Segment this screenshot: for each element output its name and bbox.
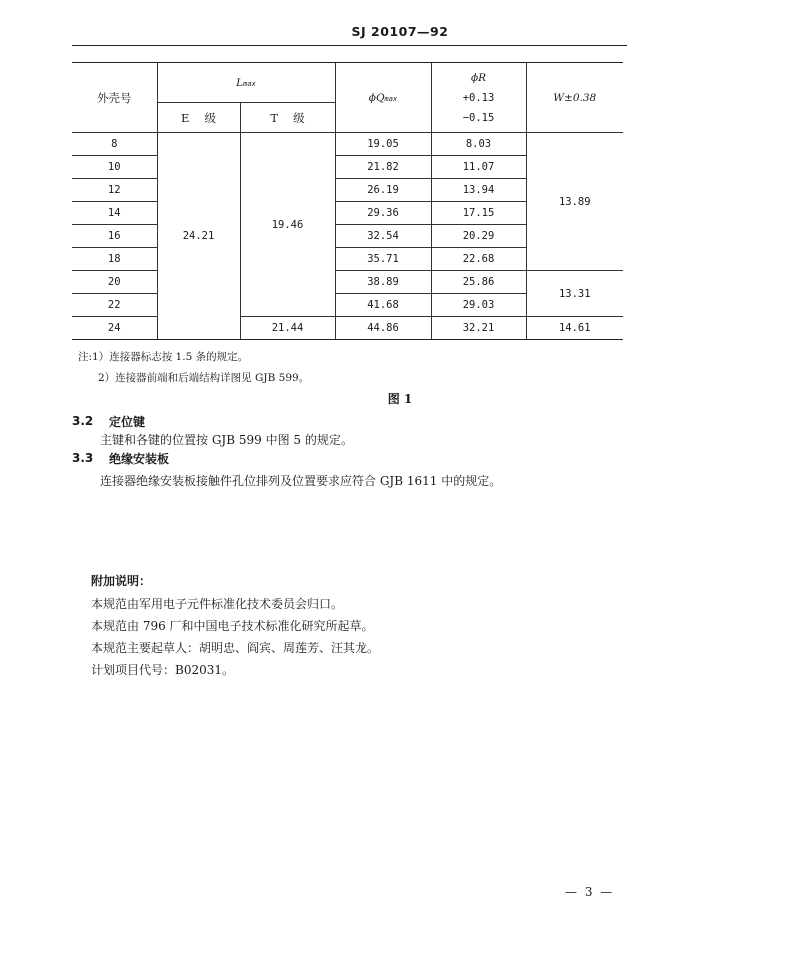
cell-q: 21.82 <box>335 156 431 179</box>
section-number-3-3: 3.3 <box>72 451 94 465</box>
header-shell-number: 外壳号 <box>72 63 157 133</box>
cell-r: 20.29 <box>431 225 526 248</box>
table-row <box>72 271 623 294</box>
table-row <box>72 133 623 156</box>
header-r <box>431 63 526 133</box>
r-tol-plus: +0.13 <box>462 91 495 104</box>
cell-shell: 12 <box>72 179 157 202</box>
additional-line: 计划项目代号：B02031。 <box>91 663 234 677</box>
figure-caption: 图 1 <box>387 392 413 406</box>
cell-q: 29.36 <box>335 202 431 225</box>
cell-l-e-group: 24.21 <box>157 133 240 340</box>
cell-l-t-group-1: 19.46 <box>240 133 335 317</box>
cell-shell: 16 <box>72 225 157 248</box>
cell-shell: 24 <box>72 317 157 340</box>
cell-w-group-2: 13.31 <box>526 271 623 317</box>
additional-heading: 附加说明： <box>91 574 152 588</box>
table-row <box>72 317 623 340</box>
cell-q: 32.54 <box>335 225 431 248</box>
standard-number: SJ 20107—92 <box>351 24 449 39</box>
l-subscript: max <box>243 79 256 88</box>
cell-q: 44.86 <box>335 317 431 340</box>
header-q-max <box>335 63 431 133</box>
cell-shell: 8 <box>72 133 157 156</box>
table-note-1: 注:1）连接器标志按 1.5 条的规定。 <box>78 351 249 363</box>
cell-w-group-1: 13.89 <box>526 133 623 271</box>
header-w: W±0.38 <box>526 63 623 133</box>
cell-shell: 14 <box>72 202 157 225</box>
cell-w-group-3: 14.61 <box>526 317 623 340</box>
table-header-row <box>72 63 623 103</box>
additional-line: 本规范主要起草人：胡明忠、阎宾、周莲芳、汪其龙。 <box>91 641 380 655</box>
cell-shell: 20 <box>72 271 157 294</box>
section-number-3-2: 3.2 <box>72 414 94 428</box>
cell-r: 11.07 <box>431 156 526 179</box>
r-symbol: ϕR <box>470 71 487 84</box>
cell-q: 38.89 <box>335 271 431 294</box>
cell-q: 26.19 <box>335 179 431 202</box>
header-l-max <box>157 63 335 103</box>
section-text-3-3: 连接器绝缘安装板接触件孔位排列及位置要求应符合 GJB 1611 中的规定。 <box>100 474 502 488</box>
cell-q: 41.68 <box>335 294 431 317</box>
r-tol-minus: −0.15 <box>462 111 495 124</box>
cell-l-t-group-2: 21.44 <box>240 317 335 340</box>
additional-line: 本规范由军用电子元件标准化技术委员会归口。 <box>91 597 344 611</box>
table-note-2: 2）连接器前端和后端结构详图见 GJB 599。 <box>98 372 310 384</box>
cell-r: 32.21 <box>431 317 526 340</box>
additional-line: 本规范由 796 厂和中国电子技术标准化研究所起草。 <box>91 619 374 633</box>
cell-r: 29.03 <box>431 294 526 317</box>
q-symbol: ϕQ <box>368 91 385 104</box>
section-title-3-3: 绝缘安装板 <box>109 452 170 466</box>
cell-shell: 22 <box>72 294 157 317</box>
cell-r: 8.03 <box>431 133 526 156</box>
section-text-3-2: 主键和各键的位置按 GJB 599 中图 5 的规定。 <box>100 433 353 447</box>
header-l-e-grade: E 级 <box>157 103 240 133</box>
cell-shell: 18 <box>72 248 157 271</box>
cell-r: 13.94 <box>431 179 526 202</box>
l-symbol: L <box>236 76 244 89</box>
section-title-3-2: 定位键 <box>109 415 146 429</box>
header-l-t-grade: T 级 <box>240 103 335 133</box>
cell-r: 22.68 <box>431 248 526 271</box>
q-subscript: max <box>384 94 398 103</box>
cell-q: 35.71 <box>335 248 431 271</box>
cell-r: 25.86 <box>431 271 526 294</box>
cell-r: 17.15 <box>431 202 526 225</box>
cell-shell: 10 <box>72 156 157 179</box>
page-number: — 3 — <box>565 885 615 899</box>
cell-q: 19.05 <box>335 133 431 156</box>
header-rule <box>72 45 627 46</box>
dimension-table <box>72 62 623 340</box>
